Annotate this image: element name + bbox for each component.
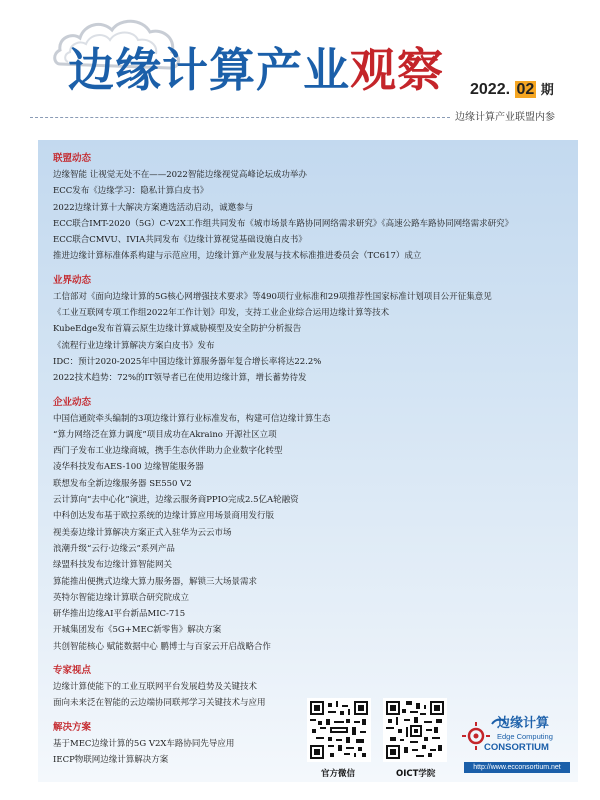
toc-item[interactable]: 工信部对《面向边缘计算的5G核心网增强技术要求》等490项行业标准和29项推荐性国家标准计划项目公开征集意见 (53, 291, 492, 302)
toc-item[interactable]: IECP物联网边缘计算解决方案 (53, 754, 169, 765)
toc-item[interactable]: 2022边缘计算十大解决方案遴选活动启动，诚邀参与 (53, 202, 254, 213)
table-of-contents (53, 151, 553, 768)
masthead-title-accent: 观察 (350, 43, 444, 97)
toc-item[interactable]: 中科创达发布基于欧拉系统的边缘计算应用场景商用发行版 (53, 511, 275, 522)
website-link[interactable]: http://www.ecconsortium.net (464, 762, 570, 773)
toc-item[interactable]: 推进边缘计算标准体系构建与示范应用，边缘计算产业发展与技术标准推进委员会（TC617）成立 (53, 251, 422, 262)
qr-code-oict[interactable] (383, 698, 447, 762)
publication-subtitle: 边缘计算产业联盟内参 (455, 112, 555, 123)
masthead-title (68, 40, 444, 100)
qr-code-wechat[interactable] (307, 698, 371, 762)
section-heading: 业界动态 (53, 274, 92, 286)
section-heading: 解决方案 (53, 721, 92, 733)
logo-name-en-line2: CONSORTIUM (484, 742, 549, 753)
section-heading: 企业动态 (53, 396, 92, 408)
section-heading: 专家视点 (53, 665, 92, 677)
toc-item[interactable]: 基于MEC边缘计算的5G V2X车路协同先导应用 (53, 738, 235, 749)
logo-name-en-line1: Edge Computing (497, 732, 553, 741)
toc-item[interactable]: 算能推出便携式边缘大算力服务器，解锁三大场景需求 (53, 576, 258, 587)
qr-code-icon (386, 701, 444, 759)
issue-no: 02 (516, 81, 535, 98)
toc-item[interactable]: 《工业互联网专项工作组2022年工作计划》印发，支持工业企业综合运用边缘计算等技术 (53, 308, 390, 319)
toc-item[interactable]: ECC联合CMVU、IVIA共同发布《边缘计算视觉基础设施白皮书》 (53, 235, 307, 246)
toc-item[interactable]: 研华推出边缘AI平台新品MIC-715 (53, 609, 186, 620)
qr-code-icon (310, 701, 368, 759)
toc-item[interactable]: IDC：预计2020-2025年中国边缘计算服务器年复合增长率将达22.2% (53, 356, 322, 367)
toc-item[interactable]: KubeEdge发布首篇云原生边缘计算威胁模型及安全防护分析报告 (53, 324, 302, 335)
toc-item[interactable]: 云计算向“去中心化”演进，边缘云服务商PPIO完成2.5亿A轮融资 (53, 495, 299, 506)
toc-item[interactable]: 面向未来泛在智能的云边端协同联邦学习关键技术与应用 (53, 698, 266, 709)
toc-item[interactable]: 凌华科技发布AES-100 边缘智能服务器 (53, 462, 204, 473)
toc-item[interactable]: 西门子发布工业边缘商城，携手生态伙伴助力企业数字化转型 (53, 446, 283, 457)
toc-item[interactable]: 《流程行业边缘计算解决方案白皮书》发布 (53, 340, 215, 351)
toc-item[interactable]: 视美泰边缘计算解决方案正式入驻华为云云市场 (53, 527, 232, 538)
toc-item[interactable]: 开城集团发布《5G+MEC新零售》解决方案 (53, 625, 222, 636)
toc-item[interactable]: 联想发布全新边缘服务器 SE550 V2 (53, 478, 192, 489)
toc-item[interactable]: 2022技术趋势：72%的IT领导者已在使用边缘计算，增长蓄势待发 (53, 373, 307, 384)
qr-caption-wechat: 官方微信 (321, 769, 356, 779)
toc-item[interactable]: ECC发布《边缘学习：隐私计算白皮书》 (53, 186, 209, 197)
toc-item[interactable]: 绿盟科技发布边缘计算智能网关 (53, 560, 173, 571)
logo-name-cn: 边缘计算 (497, 716, 550, 731)
issue-unit: 期 (540, 82, 554, 97)
section-heading: 联盟动态 (53, 153, 92, 164)
section-company-news (53, 395, 553, 655)
toc-item[interactable]: 中国信通院牵头编制的3项边缘计算行业标准发布，构建可信边缘计算生态 (53, 413, 331, 424)
toc-item[interactable]: “算力网络泛在算力调度”项目成功在Akraino 开源社区立项 (53, 429, 277, 440)
toc-item[interactable]: 浪潮升级“云行·边缘云”系列产品 (53, 543, 175, 554)
toc-item[interactable]: 英特尔智能边缘计算联合研究院成立 (53, 592, 190, 603)
section-expert-views (53, 663, 553, 712)
toc-item[interactable]: 边缘智能 让视觉无处不在——2022智能边缘视觉高峰论坛成功举办 (53, 170, 307, 180)
header-divider (30, 117, 450, 118)
qr-caption-oict: OICT学院 (396, 769, 436, 779)
issue-year: 2022. (470, 81, 511, 98)
masthead-title-main: 边缘计算产业 (68, 43, 350, 97)
toc-item[interactable]: 边缘计算使能下的工业互联网平台发展趋势及关键技术 (53, 682, 258, 693)
toc-item[interactable]: 共创智能核心 赋能数据中心 鹏博士与百家云开启战略合作 (53, 641, 271, 652)
section-industry-news (53, 273, 553, 387)
section-alliance-news (53, 151, 553, 265)
toc-item[interactable]: ECC联合IMT-2020（5G）C-V2X工作组共同发布《城市场景车路协同网络需求研究》《高速公路车路协同网络需求研究》 (53, 218, 514, 229)
issue-number (470, 79, 554, 99)
